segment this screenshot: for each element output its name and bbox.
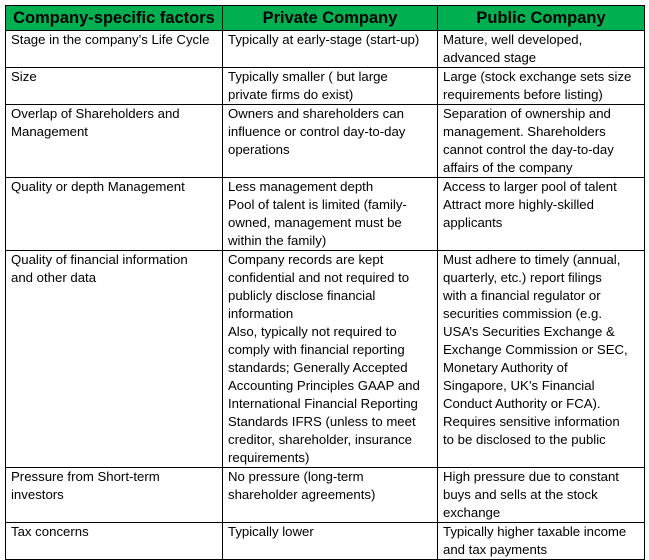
table-row bbox=[6, 68, 645, 105]
cell-text-line: and tax payments bbox=[443, 542, 548, 557]
header-private-company: Private Company bbox=[223, 6, 438, 31]
factor-cell bbox=[6, 178, 223, 251]
cell-text-line: influence or control day-to-day bbox=[228, 124, 406, 139]
cell-text-line: confidential and not required to bbox=[228, 270, 410, 285]
cell-text-line: to be disclosed to the public bbox=[443, 432, 606, 447]
cell-text-line: quarterly, etc.) report filings bbox=[443, 270, 602, 285]
public-cell bbox=[438, 468, 645, 523]
cell-text-line: Access to larger pool of talent bbox=[443, 179, 617, 194]
cell-text-line: Conduct Authority or FCA). bbox=[443, 396, 601, 411]
cell-text-line: creditor, shareholder, insurance bbox=[228, 432, 412, 447]
public-cell bbox=[438, 251, 645, 468]
cell-text-line: Overlap of Shareholders and bbox=[11, 106, 180, 121]
cell-text-line: Singapore, UK’s Financial bbox=[443, 378, 595, 393]
public-cell bbox=[438, 105, 645, 178]
cell-text-line: Mature, well developed, bbox=[443, 32, 583, 47]
private-cell bbox=[223, 31, 438, 68]
cell-text-line: USA’s Securities Exchange & bbox=[443, 324, 615, 339]
cell-text-line: investors bbox=[11, 487, 64, 502]
table-row bbox=[6, 105, 645, 178]
cell-text-line: cannot control the day-to-day bbox=[443, 142, 614, 157]
cell-text-line: operations bbox=[228, 142, 290, 157]
private-cell bbox=[223, 523, 438, 560]
cell-text-line: Typically at early-stage (start-up) bbox=[228, 32, 420, 47]
cell-text-line: within the family) bbox=[228, 233, 327, 248]
cell-text-line: Company records are kept bbox=[228, 252, 384, 267]
factor-cell bbox=[6, 523, 223, 560]
cell-text-line: Stage in the company’s Life Cycle bbox=[11, 32, 210, 47]
cell-text-line: Typically smaller ( but large bbox=[228, 69, 388, 84]
factor-cell bbox=[6, 105, 223, 178]
public-cell bbox=[438, 68, 645, 105]
header-public-company: Public Company bbox=[438, 6, 645, 31]
public-cell bbox=[438, 178, 645, 251]
cell-text-line: Typically higher taxable income bbox=[443, 524, 627, 539]
cell-text-line: private firms do exist) bbox=[228, 87, 354, 102]
cell-text-line: buys and sells at the stock bbox=[443, 487, 598, 502]
header-factors: Company-specific factors bbox=[6, 6, 223, 31]
cell-text-line: Large (stock exchange sets size bbox=[443, 69, 632, 84]
cell-text-line: with a financial regulator or bbox=[443, 288, 601, 303]
public-cell bbox=[438, 31, 645, 68]
cell-text-line: Separation of ownership and bbox=[443, 106, 611, 121]
public-cell bbox=[438, 523, 645, 560]
private-cell bbox=[223, 468, 438, 523]
cell-text-line: High pressure due to constant bbox=[443, 469, 619, 484]
cell-text-line: information bbox=[228, 306, 294, 321]
cell-text-line: Size bbox=[11, 69, 37, 84]
cell-text-line: Management bbox=[11, 124, 88, 139]
cell-text-line: Requires sensitive information bbox=[443, 414, 620, 429]
table-row bbox=[6, 468, 645, 523]
cell-text-line: applicants bbox=[443, 215, 503, 230]
private-cell bbox=[223, 68, 438, 105]
comparison-table-container bbox=[5, 5, 645, 560]
cell-text-line: Monetary Authority of bbox=[443, 360, 568, 375]
cell-text-line: advanced stage bbox=[443, 50, 537, 65]
factor-cell bbox=[6, 468, 223, 523]
private-cell bbox=[223, 105, 438, 178]
cell-text-line: Standards IFRS (unless to meet bbox=[228, 414, 416, 429]
cell-text-line: standards; Generally Accepted bbox=[228, 360, 408, 375]
cell-text-line: shareholder agreements) bbox=[228, 487, 376, 502]
cell-text-line: Must adhere to timely (annual, bbox=[443, 252, 621, 267]
table-body bbox=[6, 31, 645, 560]
private-cell bbox=[223, 251, 438, 468]
comparison-table bbox=[5, 5, 645, 560]
cell-text-line: exchange bbox=[443, 505, 501, 520]
cell-text-line: requirements before listing) bbox=[443, 87, 603, 102]
cell-text-line: Tax concerns bbox=[11, 524, 89, 539]
cell-text-line: Quality of financial information bbox=[11, 252, 188, 267]
cell-text-line: and other data bbox=[11, 270, 97, 285]
cell-text-line: management. Shareholders bbox=[443, 124, 606, 139]
cell-text-line: Owners and shareholders can bbox=[228, 106, 404, 121]
cell-text-line: Exchange Commission or SEC, bbox=[443, 342, 628, 357]
cell-text-line: International Financial Reporting bbox=[228, 396, 418, 411]
table-row bbox=[6, 523, 645, 560]
cell-text-line: Also, typically not required to bbox=[228, 324, 397, 339]
cell-text-line: publicly disclose financial bbox=[228, 288, 376, 303]
factor-cell bbox=[6, 251, 223, 468]
private-cell bbox=[223, 178, 438, 251]
factor-cell bbox=[6, 31, 223, 68]
cell-text-line: Accounting Principles GAAP and bbox=[228, 378, 420, 393]
cell-text-line: securities commission (e.g. bbox=[443, 306, 603, 321]
cell-text-line: Pressure from Short-term bbox=[11, 469, 160, 484]
cell-text-line: Quality or depth Management bbox=[11, 179, 185, 194]
cell-text-line: Attract more highly-skilled bbox=[443, 197, 594, 212]
cell-text-line: Typically lower bbox=[228, 524, 314, 539]
table-row bbox=[6, 31, 645, 68]
cell-text-line: No pressure (long-term bbox=[228, 469, 364, 484]
cell-text-line: Pool of talent is limited (family- bbox=[228, 197, 407, 212]
factor-cell bbox=[6, 68, 223, 105]
header-row bbox=[6, 6, 645, 31]
table-row bbox=[6, 178, 645, 251]
cell-text-line: affairs of the company bbox=[443, 160, 573, 175]
table-row bbox=[6, 251, 645, 468]
cell-text-line: owned, management must be bbox=[228, 215, 402, 230]
cell-text-line: comply with financial reporting bbox=[228, 342, 405, 357]
cell-text-line: Less management depth bbox=[228, 179, 374, 194]
cell-text-line: requirements) bbox=[228, 450, 310, 465]
